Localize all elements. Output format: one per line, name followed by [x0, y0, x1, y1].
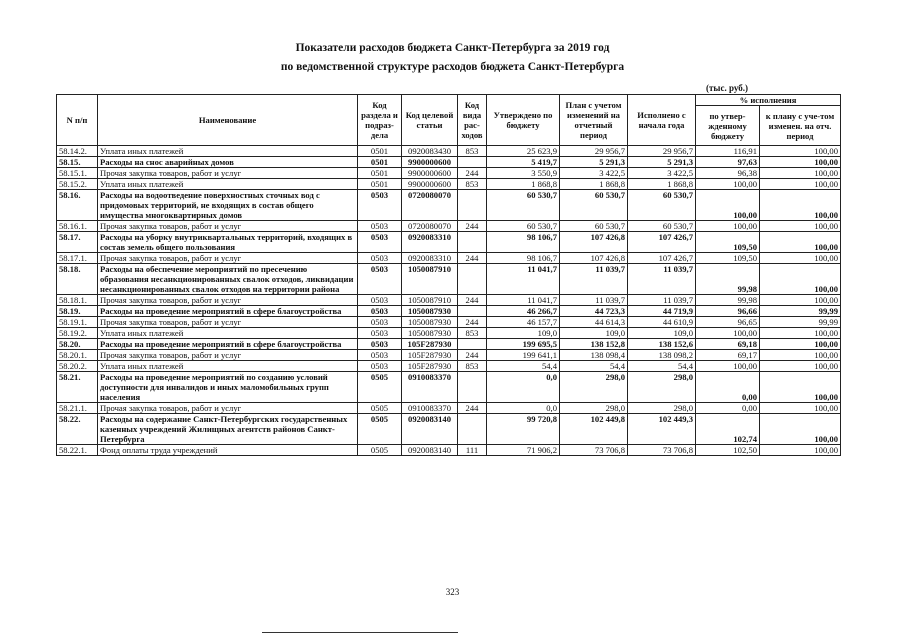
cell-pct-plan: 100,00 [760, 179, 841, 190]
cell-section: 0505 [358, 414, 402, 445]
header-pct-approved: по утвер-жденному бюджету [696, 106, 760, 146]
cell-approved: 46 157,7 [487, 317, 560, 328]
cell-pct-plan: 100,00 [760, 157, 841, 168]
cell-kind [458, 306, 487, 317]
report-subtitle: по ведомственной структуре расходов бюджета Санкт-Петербурга [280, 61, 625, 73]
table-row [57, 264, 841, 295]
table-row [57, 190, 841, 221]
cell-section: 0503 [358, 190, 402, 221]
cell-kind: 853 [458, 361, 487, 372]
cell-name: Расходы на содержание Санкт-Петербургских государственных казенных учреждений Жилищных агентств районов Санкт-Петербурга [98, 414, 358, 445]
table-row [57, 361, 841, 372]
table-row [57, 339, 841, 350]
cell-kind [458, 414, 487, 445]
cell-num: 58.16.1. [57, 221, 98, 232]
header-section: Код раздела и подраз-дела [358, 95, 402, 146]
cell-pct-plan: 100,00 [760, 168, 841, 179]
cell-plan: 60 530,7 [560, 190, 628, 221]
header-num: N п/п [57, 95, 98, 146]
cell-approved: 199 641,1 [487, 350, 560, 361]
header-plan: План с учетом изменений на отчетный период [560, 95, 628, 146]
cell-section: 0501 [358, 157, 402, 168]
cell-approved: 11 041,7 [487, 264, 560, 295]
cell-pct-approved: 100,00 [696, 179, 760, 190]
cell-plan: 29 956,7 [560, 146, 628, 157]
cell-approved: 46 266,7 [487, 306, 560, 317]
cell-kind [458, 339, 487, 350]
cell-section: 0503 [358, 253, 402, 264]
cell-section: 0501 [358, 146, 402, 157]
table-row [57, 350, 841, 361]
cell-approved: 5 419,7 [487, 157, 560, 168]
cell-section: 0503 [358, 339, 402, 350]
cell-section: 0505 [358, 445, 402, 456]
cell-executed: 44 610,9 [628, 317, 696, 328]
table-row [57, 168, 841, 179]
cell-num: 58.21. [57, 372, 98, 403]
cell-approved: 1 868,8 [487, 179, 560, 190]
cell-kind: 244 [458, 253, 487, 264]
cell-approved: 71 906,2 [487, 445, 560, 456]
cell-plan: 5 291,3 [560, 157, 628, 168]
table-row [57, 372, 841, 403]
cell-target: 9900000600 [402, 179, 458, 190]
header-target: Код целевой статьи [402, 95, 458, 146]
cell-target: 9900000600 [402, 157, 458, 168]
cell-name: Прочая закупка товаров, работ и услуг [98, 253, 358, 264]
footer-divider [262, 632, 458, 633]
cell-num: 58.15.2. [57, 179, 98, 190]
table-row [57, 179, 841, 190]
cell-executed: 11 039,7 [628, 264, 696, 295]
cell-target: 0720080070 [402, 190, 458, 221]
cell-target: 1050087930 [402, 306, 458, 317]
cell-section: 0503 [358, 361, 402, 372]
cell-pct-approved: 109,50 [696, 253, 760, 264]
header-pct-group: % исполнения [696, 95, 841, 106]
cell-name: Прочая закупка товаров, работ и услуг [98, 403, 358, 414]
cell-approved: 0,0 [487, 372, 560, 403]
cell-kind [458, 232, 487, 253]
cell-name: Прочая закупка товаров, работ и услуг [98, 350, 358, 361]
cell-executed: 107 426,7 [628, 253, 696, 264]
cell-target: 105F287930 [402, 361, 458, 372]
cell-target: 1050087910 [402, 264, 458, 295]
cell-kind [458, 264, 487, 295]
cell-num: 58.20.1. [57, 350, 98, 361]
header-executed: Исполнено с начала года [628, 95, 696, 146]
table-row [57, 221, 841, 232]
cell-executed: 298,0 [628, 403, 696, 414]
cell-num: 58.15.1. [57, 168, 98, 179]
cell-plan: 44 723,3 [560, 306, 628, 317]
cell-name: Расходы на обеспечение мероприятий по пресечению образования несанкционированных свалок отходов, ликвидации несанкционированных свалок отходов на территории района [98, 264, 358, 295]
header-approved: Утверждено по бюджету [487, 95, 560, 146]
cell-name: Прочая закупка товаров, работ и услуг [98, 317, 358, 328]
table-row [57, 253, 841, 264]
cell-num: 58.19. [57, 306, 98, 317]
cell-plan: 54,4 [560, 361, 628, 372]
cell-pct-approved: 100,00 [696, 190, 760, 221]
cell-plan: 102 449,8 [560, 414, 628, 445]
cell-pct-approved: 96,38 [696, 168, 760, 179]
cell-name: Расходы на проведение мероприятий в сфере благоустройства [98, 306, 358, 317]
cell-pct-plan: 100,00 [760, 264, 841, 295]
cell-pct-approved: 100,00 [696, 221, 760, 232]
cell-section: 0503 [358, 295, 402, 306]
cell-kind: 853 [458, 146, 487, 157]
cell-executed: 3 422,5 [628, 168, 696, 179]
cell-kind: 111 [458, 445, 487, 456]
cell-pct-plan: 100,00 [760, 403, 841, 414]
cell-section: 0503 [358, 264, 402, 295]
cell-pct-plan: 99,99 [760, 317, 841, 328]
cell-target: 0920083310 [402, 253, 458, 264]
cell-kind: 244 [458, 403, 487, 414]
cell-pct-plan: 100,00 [760, 350, 841, 361]
cell-kind: 853 [458, 179, 487, 190]
cell-pct-plan: 100,00 [760, 295, 841, 306]
cell-kind: 244 [458, 350, 487, 361]
cell-approved: 60 530,7 [487, 221, 560, 232]
cell-pct-approved: 109,50 [696, 232, 760, 253]
cell-num: 58.21.1. [57, 403, 98, 414]
cell-executed: 54,4 [628, 361, 696, 372]
cell-executed: 29 956,7 [628, 146, 696, 157]
cell-approved: 25 623,9 [487, 146, 560, 157]
cell-target: 0910083370 [402, 372, 458, 403]
table-row [57, 328, 841, 339]
cell-approved: 60 530,7 [487, 190, 560, 221]
cell-name: Прочая закупка товаров, работ и услуг [98, 168, 358, 179]
cell-target: 105F287930 [402, 339, 458, 350]
cell-plan: 73 706,8 [560, 445, 628, 456]
cell-executed: 102 449,3 [628, 414, 696, 445]
cell-section: 0503 [358, 350, 402, 361]
cell-pct-plan: 100,00 [760, 190, 841, 221]
cell-num: 58.20. [57, 339, 98, 350]
cell-plan: 298,0 [560, 372, 628, 403]
cell-num: 58.17. [57, 232, 98, 253]
cell-target: 1050087930 [402, 317, 458, 328]
cell-executed: 60 530,7 [628, 221, 696, 232]
table-row [57, 295, 841, 306]
cell-name: Расходы на уборку внутриквартальных территорий, входящих в состав земель общего пользования [98, 232, 358, 253]
cell-executed: 138 098,2 [628, 350, 696, 361]
cell-executed: 73 706,8 [628, 445, 696, 456]
cell-executed: 11 039,7 [628, 295, 696, 306]
cell-num: 58.14.2. [57, 146, 98, 157]
cell-plan: 60 530,7 [560, 221, 628, 232]
cell-plan: 11 039,7 [560, 295, 628, 306]
cell-pct-approved: 116,91 [696, 146, 760, 157]
cell-approved: 109,0 [487, 328, 560, 339]
header-kind: Код вида рас-ходов [458, 95, 487, 146]
cell-executed: 109,0 [628, 328, 696, 339]
cell-section: 0503 [358, 232, 402, 253]
cell-name: Расходы на снос аварийных домов [98, 157, 358, 168]
cell-pct-plan: 100,00 [760, 339, 841, 350]
header-name: Наименование [98, 95, 358, 146]
cell-plan: 11 039,7 [560, 264, 628, 295]
cell-approved: 11 041,7 [487, 295, 560, 306]
cell-plan: 107 426,8 [560, 232, 628, 253]
cell-section: 0503 [358, 328, 402, 339]
cell-executed: 298,0 [628, 372, 696, 403]
cell-approved: 98 106,7 [487, 253, 560, 264]
cell-approved: 0,0 [487, 403, 560, 414]
cell-target: 0920083140 [402, 445, 458, 456]
table-row [57, 317, 841, 328]
cell-target: 1050087910 [402, 295, 458, 306]
cell-pct-approved: 96,65 [696, 317, 760, 328]
cell-target: 105F287930 [402, 350, 458, 361]
cell-kind [458, 157, 487, 168]
cell-pct-plan: 100,00 [760, 146, 841, 157]
table-row [57, 157, 841, 168]
cell-plan: 138 098,4 [560, 350, 628, 361]
cell-num: 58.19.2. [57, 328, 98, 339]
table-row [57, 414, 841, 445]
cell-pct-approved: 99,98 [696, 295, 760, 306]
cell-executed: 107 426,7 [628, 232, 696, 253]
cell-num: 58.16. [57, 190, 98, 221]
cell-pct-plan: 100,00 [760, 253, 841, 264]
cell-name: Уплата иных платежей [98, 328, 358, 339]
cell-pct-approved: 102,74 [696, 414, 760, 445]
cell-plan: 3 422,5 [560, 168, 628, 179]
cell-section: 0503 [358, 306, 402, 317]
cell-approved: 3 550,9 [487, 168, 560, 179]
cell-target: 1050087930 [402, 328, 458, 339]
cell-plan: 1 868,8 [560, 179, 628, 190]
table-row [57, 403, 841, 414]
cell-pct-approved: 96,66 [696, 306, 760, 317]
cell-name: Расходы на водоотведение поверхностных сточных вод с придомовых территорий, не входящих в состав общего имущества многоквартирных домов [98, 190, 358, 221]
cell-pct-approved: 0,00 [696, 403, 760, 414]
cell-approved: 98 106,7 [487, 232, 560, 253]
cell-executed: 60 530,7 [628, 190, 696, 221]
cell-pct-plan: 100,00 [760, 328, 841, 339]
cell-kind: 244 [458, 221, 487, 232]
cell-pct-plan: 100,00 [760, 361, 841, 372]
cell-name: Расходы на проведение мероприятий в сфере благоустройства [98, 339, 358, 350]
cell-name: Уплата иных платежей [98, 361, 358, 372]
cell-target: 0920083310 [402, 232, 458, 253]
cell-kind: 244 [458, 317, 487, 328]
cell-executed: 44 719,9 [628, 306, 696, 317]
table-row [57, 445, 841, 456]
cell-plan: 298,0 [560, 403, 628, 414]
cell-executed: 138 152,6 [628, 339, 696, 350]
cell-name: Фонд оплаты труда учреждений [98, 445, 358, 456]
cell-pct-plan: 100,00 [760, 414, 841, 445]
budget-table [56, 94, 841, 456]
cell-name: Расходы на проведение мероприятий по созданию условий доступности для инвалидов и иных маломобильных групп населения [98, 372, 358, 403]
cell-target: 9900000600 [402, 168, 458, 179]
cell-pct-approved: 100,00 [696, 361, 760, 372]
cell-kind: 244 [458, 168, 487, 179]
cell-kind: 244 [458, 295, 487, 306]
cell-pct-approved: 69,17 [696, 350, 760, 361]
cell-pct-approved: 100,00 [696, 328, 760, 339]
page-number: 323 [445, 587, 460, 597]
cell-pct-approved: 69,18 [696, 339, 760, 350]
table-row [57, 146, 841, 157]
cell-executed: 1 868,8 [628, 179, 696, 190]
cell-num: 58.18.1. [57, 295, 98, 306]
cell-approved: 54,4 [487, 361, 560, 372]
cell-executed: 5 291,3 [628, 157, 696, 168]
cell-target: 0910083370 [402, 403, 458, 414]
cell-name: Прочая закупка товаров, работ и услуг [98, 295, 358, 306]
cell-target: 0720080070 [402, 221, 458, 232]
cell-num: 58.22. [57, 414, 98, 445]
cell-pct-plan: 100,00 [760, 445, 841, 456]
table-row [57, 232, 841, 253]
report-title: Показатели расходов бюджета Санкт-Петербурга за 2019 год [295, 42, 610, 54]
cell-name: Прочая закупка товаров, работ и услуг [98, 221, 358, 232]
cell-name: Уплата иных платежей [98, 179, 358, 190]
cell-pct-approved: 102,50 [696, 445, 760, 456]
cell-pct-plan: 100,00 [760, 372, 841, 403]
cell-num: 58.20.2. [57, 361, 98, 372]
cell-plan: 107 426,8 [560, 253, 628, 264]
cell-section: 0503 [358, 317, 402, 328]
cell-section: 0505 [358, 403, 402, 414]
cell-section: 0503 [358, 221, 402, 232]
cell-target: 0920083140 [402, 414, 458, 445]
cell-section: 0501 [358, 179, 402, 190]
units-label: (тыс. руб.) [706, 83, 748, 93]
cell-plan: 138 152,8 [560, 339, 628, 350]
cell-plan: 44 614,3 [560, 317, 628, 328]
cell-target: 0920083430 [402, 146, 458, 157]
cell-approved: 199 695,5 [487, 339, 560, 350]
cell-approved: 99 720,8 [487, 414, 560, 445]
table-row [57, 306, 841, 317]
cell-kind: 853 [458, 328, 487, 339]
cell-pct-approved: 0,00 [696, 372, 760, 403]
cell-num: 58.18. [57, 264, 98, 295]
cell-plan: 109,0 [560, 328, 628, 339]
cell-section: 0501 [358, 168, 402, 179]
header-pct-plan: к плану с уче-том изменен. на отч. период [760, 106, 841, 146]
cell-pct-plan: 100,00 [760, 232, 841, 253]
cell-pct-plan: 99,99 [760, 306, 841, 317]
cell-num: 58.15. [57, 157, 98, 168]
cell-pct-approved: 99,98 [696, 264, 760, 295]
cell-name: Уплата иных платежей [98, 146, 358, 157]
cell-pct-approved: 97,63 [696, 157, 760, 168]
cell-num: 58.19.1. [57, 317, 98, 328]
cell-kind [458, 372, 487, 403]
cell-section: 0505 [358, 372, 402, 403]
cell-num: 58.17.1. [57, 253, 98, 264]
cell-num: 58.22.1. [57, 445, 98, 456]
cell-pct-plan: 100,00 [760, 221, 841, 232]
cell-kind [458, 190, 487, 221]
